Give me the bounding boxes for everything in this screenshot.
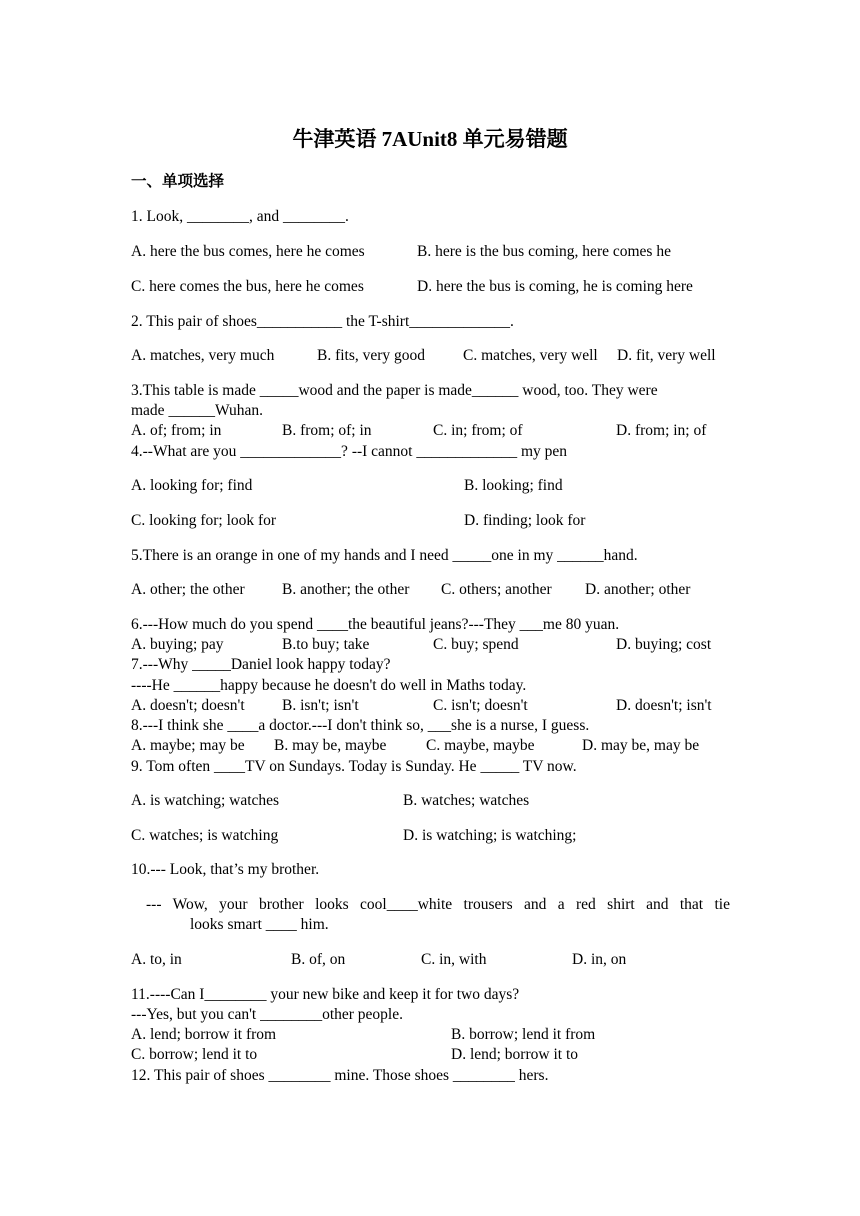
question-3-stem-line2: made ______Wuhan.: [131, 402, 263, 419]
question-3-option-a: A. of; from; in: [131, 422, 222, 439]
page-title: 牛津英语 7AUnit8 单元易错题: [292, 127, 568, 151]
question-11-option-c: C. borrow; lend it to: [131, 1046, 258, 1063]
question-11-option-b: B. borrow; lend it from: [451, 1026, 596, 1043]
question-2-option-d: D. fit, very well: [617, 347, 716, 364]
question-5-option-c: C. others; another: [441, 581, 552, 598]
question-6-stem: 6.---How much do you spend ____the beautiful jeans?---They ___me 80 yuan.: [131, 616, 620, 633]
question-6-option-a: A. buying; pay: [131, 636, 224, 653]
question-7-stem-line1: 7.---Why _____Daniel look happy today?: [131, 656, 391, 673]
question-4-stem: 4.--What are you _____________? --I cannot _____________ my pen: [131, 443, 568, 460]
question-3-stem-line1: 3.This table is made _____wood and the paper is made______ wood, too. They were: [131, 382, 658, 399]
question-1-option-a: A. here the bus comes, here he comes: [131, 243, 365, 260]
question-1-stem: 1. Look, ________, and ________.: [131, 208, 349, 225]
question-6-option-c: C. buy; spend: [433, 636, 519, 653]
question-8-option-b: B. may be, maybe: [274, 737, 387, 754]
question-2-option-a: A. matches, very much: [131, 347, 275, 364]
question-1-option-d: D. here the bus is coming, he is coming here: [417, 278, 693, 295]
question-2-option-c: C. matches, very well: [463, 347, 598, 364]
question-5-option-a: A. other; the other: [131, 581, 245, 598]
question-11-option-d: D. lend; borrow it to: [451, 1046, 578, 1063]
question-7-stem-line2: ----He ______happy because he doesn't do well in Maths today.: [131, 677, 527, 694]
question-9-option-b: B. watches; watches: [403, 792, 530, 809]
section-heading: 一、单项选择: [131, 173, 225, 190]
question-8-option-d: D. may be, may be: [582, 737, 700, 754]
question-5-stem: 5.There is an orange in one of my hands and I need _____one in my ______hand.: [131, 547, 638, 564]
question-7-option-d: D. doesn't; isn't: [616, 697, 712, 714]
question-10-stem-line1: 10.--- Look, that’s my brother.: [131, 861, 320, 878]
question-12-stem: 12. This pair of shoes ________ mine. Those shoes ________ hers.: [131, 1067, 549, 1084]
question-3-option-c: C. in; from; of: [433, 422, 523, 439]
question-10-option-d: D. in, on: [572, 951, 627, 968]
question-6-option-d: D. buying; cost: [616, 636, 712, 653]
question-6-option-b: B.to buy; take: [282, 636, 370, 653]
question-9-option-d: D. is watching; is watching;: [403, 827, 577, 844]
question-7-option-c: C. isn't; doesn't: [433, 697, 528, 714]
question-9-option-a: A. is watching; watches: [131, 792, 280, 809]
question-3-option-d: D. from; in; of: [616, 422, 707, 439]
question-8-option-a: A. maybe; may be: [131, 737, 245, 754]
question-11-stem-line1: 11.----Can I________ your new bike and keep it for two days?: [131, 986, 520, 1003]
question-5-option-b: B. another; the other: [282, 581, 410, 598]
question-11-stem-line2: ---Yes, but you can't ________other people.: [131, 1006, 403, 1023]
question-7-option-a: A. doesn't; doesn't: [131, 697, 245, 714]
question-8-option-c: C. maybe, maybe: [426, 737, 535, 754]
question-10-option-b: B. of, on: [291, 951, 346, 968]
question-9-stem: 9. Tom often ____TV on Sundays. Today is Sunday. He _____ TV now.: [131, 758, 577, 775]
question-10-stem-line2: --- Wow, your brother looks cool____white trousers and a red shirt and that tie: [146, 896, 730, 913]
question-10-stem-line3: looks smart ____ him.: [190, 916, 329, 933]
question-7-option-b: B. isn't; isn't: [282, 697, 359, 714]
question-8-stem: 8.---I think she ____a doctor.---I don't think so, ___she is a nurse, I guess.: [131, 717, 590, 734]
question-3-option-b: B. from; of; in: [282, 422, 372, 439]
question-4-option-b: B. looking; find: [464, 477, 563, 494]
question-4-option-a: A. looking for; find: [131, 477, 253, 494]
question-4-option-d: D. finding; look for: [464, 512, 586, 529]
question-5-option-d: D. another; other: [585, 581, 691, 598]
question-2-option-b: B. fits, very good: [317, 347, 426, 364]
question-10-option-c: C. in, with: [421, 951, 487, 968]
question-10-option-a: A. to, in: [131, 951, 182, 968]
question-1-option-b: B. here is the bus coming, here comes he: [417, 243, 671, 260]
question-4-option-c: C. looking for; look for: [131, 512, 277, 529]
question-9-option-c: C. watches; is watching: [131, 827, 279, 844]
question-11-option-a: A. lend; borrow it from: [131, 1026, 277, 1043]
question-1-option-c: C. here comes the bus, here he comes: [131, 278, 364, 295]
question-2-stem: 2. This pair of shoes___________ the T-shirt_____________.: [131, 313, 514, 330]
